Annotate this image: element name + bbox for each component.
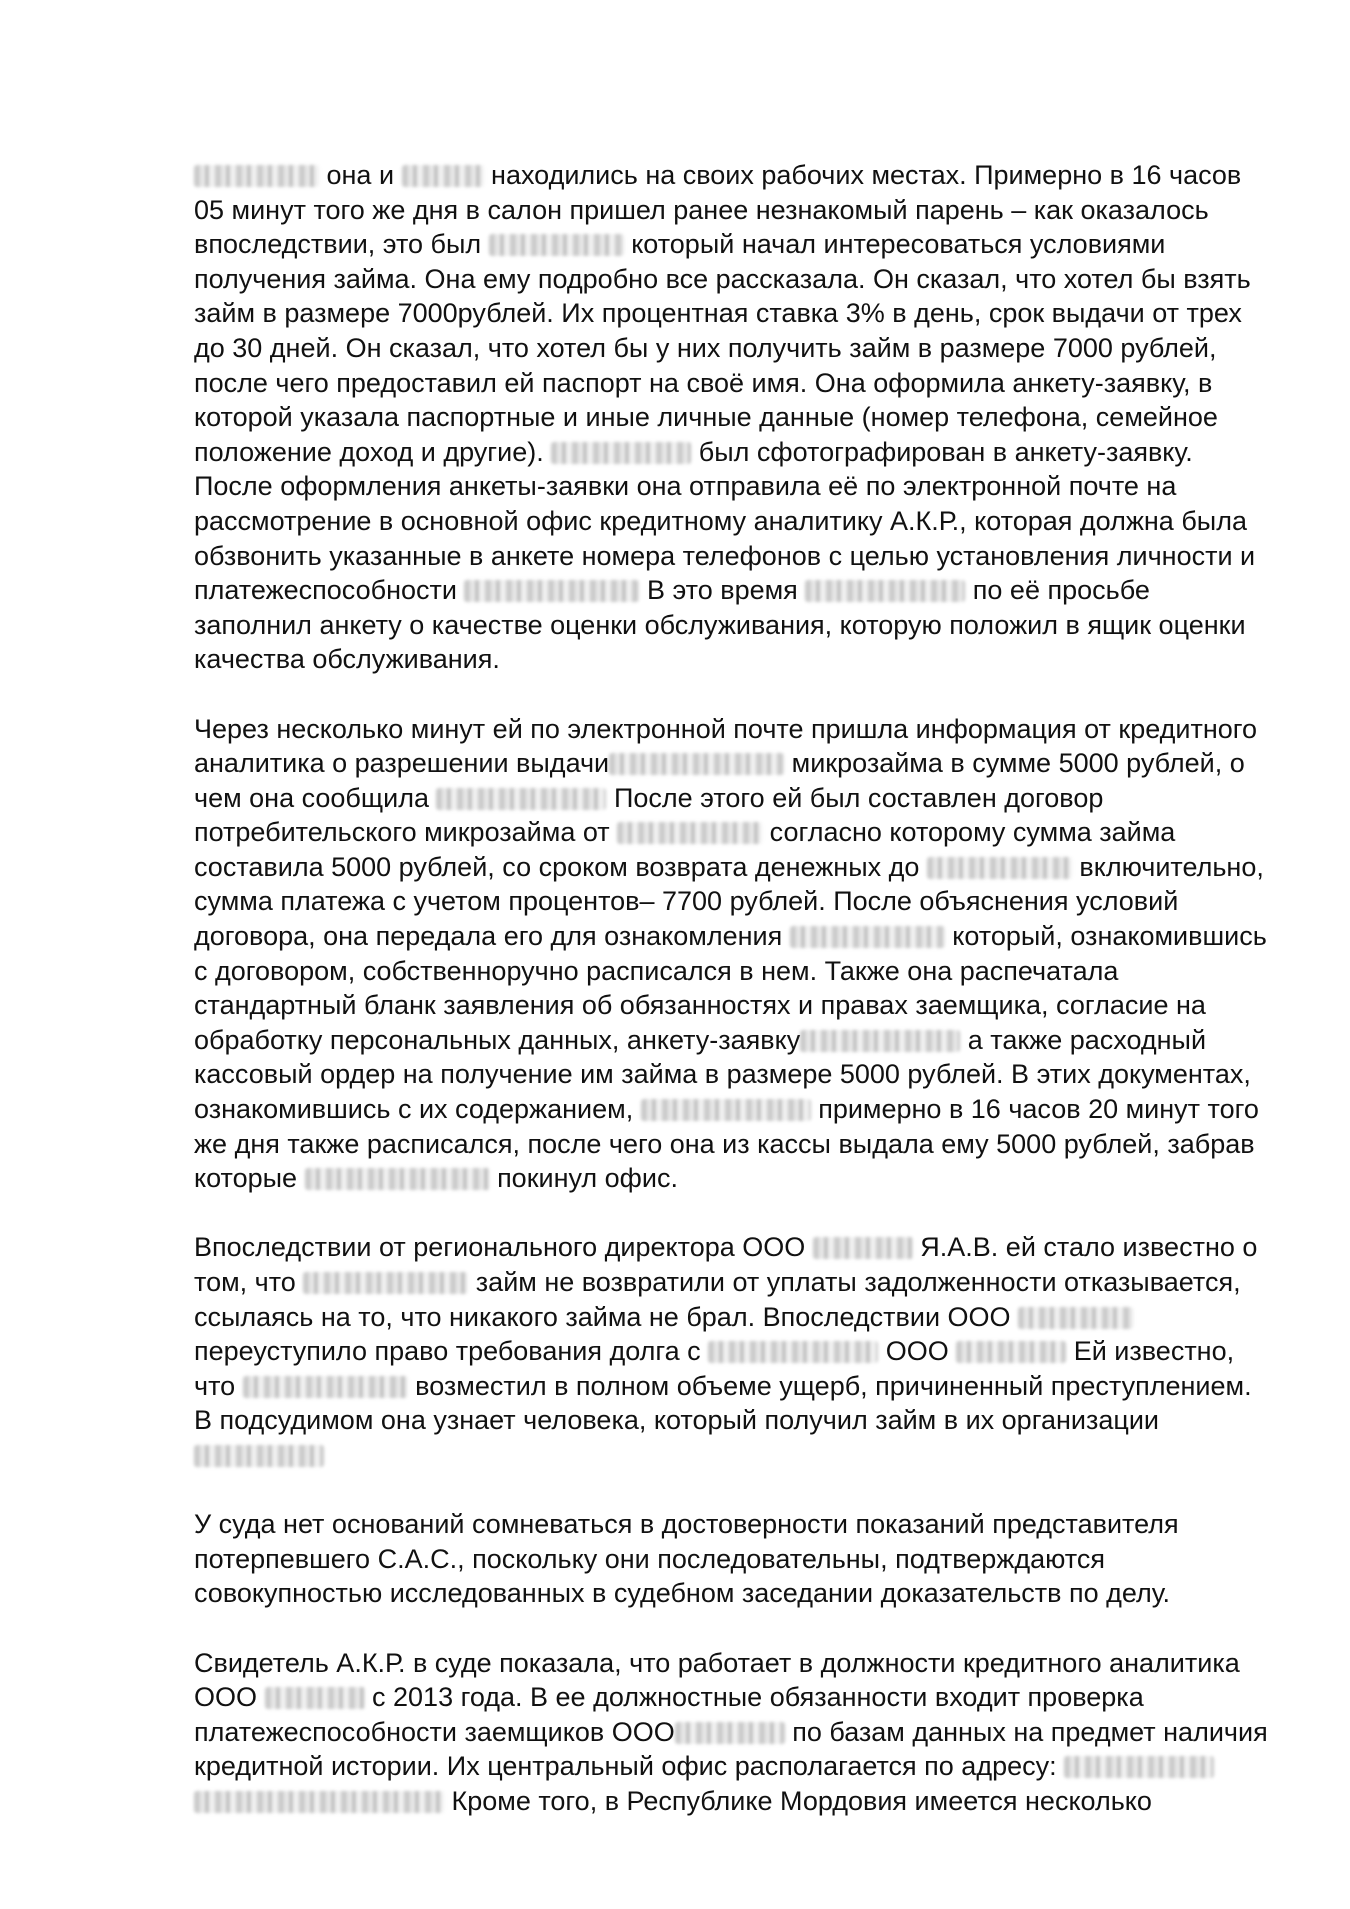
redacted-text [813, 1237, 913, 1259]
text-segment: покинул офис. [489, 1163, 678, 1194]
redacted-text [489, 234, 624, 256]
text-segment: У суда нет оснований сомневаться в достоверности показаний представителя потерпевшего С.А.С., поскольку они последовательны, подтверждаются совокупностью исследованных в судебном заседании доказательств по делу. [194, 1509, 1179, 1609]
redacted-text [464, 580, 639, 602]
redacted-text [956, 1341, 1066, 1363]
redacted-text [243, 1376, 408, 1398]
redacted-text [927, 857, 1072, 879]
text-segment: а также расходный кассовый ордер на получение им займа в размере 5000 рублей. В этих документах, ознакомившись с их содержанием, [194, 1024, 1251, 1125]
text-segment: ООО [878, 1336, 957, 1367]
redacted-text [305, 1168, 490, 1190]
redacted-text [436, 788, 606, 810]
text-segment: который, ознакомившись с договором, собственноручно расписался в нем. Также она распечатала стандартный бланк заявления об обязанностях и правах заемщика, согласие на обработку персональных данных, анкету-заявку [194, 921, 1267, 1055]
redacted-text [1064, 1756, 1214, 1778]
text-segment: находились на своих рабочих местах. Примерно в 16 часов 05 минут того же дня в салон пришел ранее незнакомый парень – как оказалось впоследствии, это был [194, 160, 1242, 260]
redacted-text [551, 442, 691, 464]
redacted-text [402, 165, 484, 187]
redacted-text [617, 822, 762, 844]
redacted-text [303, 1272, 468, 1294]
text-segment: по базам данных на предмет наличия кредитной истории. Их центральный офис располагается по адресу: [194, 1716, 1268, 1782]
text-segment: Впоследствии от регионального директора ООО [194, 1232, 813, 1263]
text-segment: После этого ей был составлен договор потребительского микрозайма от [194, 782, 1104, 848]
text-segment: по её просьбе заполнил анкету о качестве оценки обслуживания, которую положил в ящик оценки качества обслуживания. [194, 575, 1246, 675]
redacted-text [805, 580, 965, 602]
text-segment: займ не возвратили от уплаты задолженности отказывается, ссылаясь на то, что никакого займа не брал. Впоследствии ООО [194, 1267, 1241, 1332]
text-segment: она и [319, 160, 402, 190]
redacted-text [675, 1722, 785, 1744]
text-segment: примерно в 16 часов 20 минут того же дня также расписался, после чего она из кассы выдала ему 5000 рублей, забрав которые [194, 1094, 1259, 1194]
text-segment: Ей известно, что [194, 1336, 1235, 1401]
paragraph-1 [194, 158, 1274, 677]
text-segment: Кроме того, в Республике Мордовия имеется несколько [444, 1785, 1152, 1816]
paragraph-5 [194, 1646, 1274, 1819]
text-segment: возместил в полном объеме ущерб, причиненный преступлением. В подсудимом она узнает человека, который получил займ в их организации [194, 1370, 1252, 1436]
redacted-text [641, 1099, 811, 1121]
redacted-text [800, 1030, 960, 1052]
redacted-text [194, 1791, 444, 1813]
text-segment: Через несколько минут ей по электронной почте пришла информация от кредитного аналитика о разрешении выдачи [194, 713, 1258, 779]
paragraph-2 [194, 712, 1274, 1196]
text-segment: включительно, сумма платежа с учетом процентов– 7700 рублей. После объяснения условий договора, она передала его для ознакомления [194, 851, 1264, 952]
redacted-text [1018, 1307, 1133, 1329]
paragraph-4 [194, 1507, 1274, 1611]
redacted-text [194, 165, 319, 187]
text-segment: согласно которому сумма займа составила 5000 рублей, со сроком возврата денежных до [194, 817, 1176, 882]
redacted-text [790, 926, 945, 948]
redacted-text [609, 753, 784, 775]
text-segment: с 2013 года. В ее должностные обязанности входит проверка платежеспособности заемщиков ООО [194, 1682, 1144, 1747]
document-body [194, 158, 1274, 1853]
text-segment: переуступило право требования долга с [194, 1336, 709, 1367]
text-segment: был сфотографирован в анкету-заявку. После оформления анкеты-заявки она отправила её по электронной почте на рассмотрение в основной офис кредитному аналитику А.К.Р., которая должна была обзвонить указанные в анкете номера телефонов с целью установления личности и платежеспособности [194, 436, 1256, 606]
text-segment: Я.А.В. ей стало известно о том, что [194, 1232, 1258, 1297]
paragraph-3 [194, 1230, 1274, 1472]
text-segment: Свидетель А.К.Р. в суде показала, что работает в должности кредитного аналитика ООО [194, 1647, 1240, 1713]
text-segment: который начал интересоваться условиями получения займа. Она ему подробно все рассказала. Он сказал, что хотел бы взять займ в размере 7000рублей. Их процентная ставка 3% в день, срок выдачи от трех до 30 дней. Он сказал, что хотел бы у них получить займ в размере 7000 рублей, после чего предоставил ей паспорт на своё имя. Она оформила анкету-заявку, в которой указала паспортные и иные личные данные (номер телефона, семейное положение доход и другие). [194, 229, 1251, 467]
redacted-text [194, 1445, 324, 1467]
text-segment: В это время [639, 575, 806, 606]
redacted-text [265, 1687, 365, 1709]
text-segment: микрозайма в сумме 5000 рублей, о чем она сообщила [194, 748, 1245, 813]
redacted-text [708, 1341, 878, 1363]
